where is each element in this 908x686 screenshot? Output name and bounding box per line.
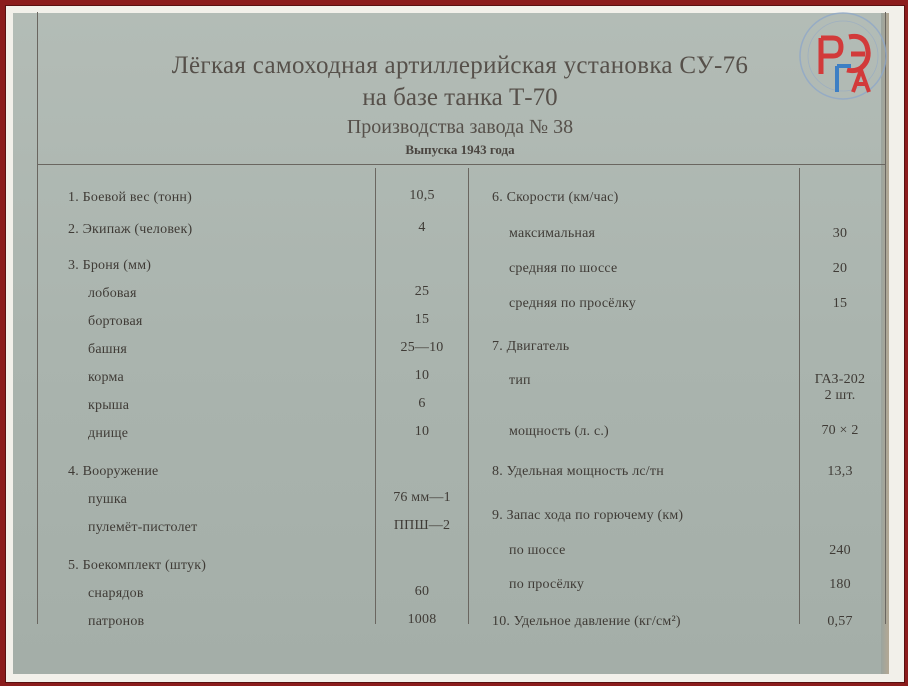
spec-value-gun: 76 мм—1 xyxy=(393,490,451,505)
spec-value-engine-type: ГАЗ-202 xyxy=(814,372,866,387)
spec-label-ground-pressure: 10. Удельное давление (кг/см²) xyxy=(492,614,681,629)
spec-value-crew: 4 xyxy=(418,220,426,235)
spec-value-engine-power: 70 × 2 xyxy=(821,423,859,438)
spec-value-shells: 60 xyxy=(414,584,430,599)
spec-label-engine-type: тип xyxy=(509,373,531,388)
spec-value-armor-turret: 25—10 xyxy=(400,340,444,355)
spec-label-engine: 7. Двигатель xyxy=(492,339,570,354)
header-divider xyxy=(37,164,886,165)
spec-label-combat-weight: 1. Боевой вес (тонн) xyxy=(68,190,192,205)
spec-value-armor-front: 25 xyxy=(414,284,430,299)
spec-label-shells: снарядов xyxy=(88,586,144,601)
spec-value-engine-count: 2 шт. xyxy=(824,388,856,403)
spec-value-armor-roof: 6 xyxy=(418,396,426,411)
spec-value-specific-power: 13,3 xyxy=(827,464,853,479)
column-divider-2 xyxy=(468,168,469,624)
spec-value-ground-pressure: 0,57 xyxy=(827,614,853,629)
spec-label-armor-roof: крыша xyxy=(88,398,130,413)
spec-value-cartridges: 1008 xyxy=(407,612,437,627)
spec-label-cartridges: патронов xyxy=(88,614,145,629)
spec-label-speed-max: максимальная xyxy=(509,226,596,241)
year-line: Выпуска 1943 года xyxy=(405,142,515,157)
spec-label-armor-rear: корма xyxy=(88,370,124,385)
spec-label-armor-front: лобовая xyxy=(88,286,137,301)
spec-label-speed-highway: средняя по шоссе xyxy=(509,261,618,276)
spec-value-armor-rear: 10 xyxy=(414,368,430,383)
spec-value-armor-side: 15 xyxy=(414,312,430,327)
spec-label-range-highway: по шоссе xyxy=(509,543,566,558)
spec-value-range-offroad: 180 xyxy=(829,577,851,592)
spec-label-engine-power: мощность (л. с.) xyxy=(509,424,609,439)
spec-label-armor-side: бортовая xyxy=(88,314,143,329)
spec-value-range-highway: 240 xyxy=(829,543,851,558)
title-line-1: Лёгкая самоходная артиллерийская установка СУ-76 xyxy=(171,52,749,79)
spec-value-speed-highway: 20 xyxy=(832,261,848,276)
title-line-2: на базе танка Т-70 xyxy=(362,84,558,111)
spec-label-armor-bottom: днище xyxy=(88,426,129,441)
spec-value-speed-offroad: 15 xyxy=(832,296,848,311)
spec-label-range: 9. Запас хода по горючему (км) xyxy=(492,508,684,523)
spec-value-combat-weight: 10,5 xyxy=(409,188,435,203)
spec-label-speed-offroad: средняя по просёлку xyxy=(509,296,636,311)
spec-value-smg: ППШ—2 xyxy=(393,518,451,533)
spec-label-ammo: 5. Боекомплект (штук) xyxy=(68,558,207,573)
spec-label-specific-power: 8. Удельная мощность лс/тн xyxy=(492,464,664,479)
spec-label-speeds: 6. Скорости (км/час) xyxy=(492,190,619,205)
spec-label-smg: пулемёт-пистолет xyxy=(88,520,198,535)
spec-label-gun: пушка xyxy=(88,492,128,507)
spec-label-range-offroad: по просёлку xyxy=(509,577,585,592)
spec-label-crew: 2. Экипаж (человек) xyxy=(68,222,193,237)
spec-value-armor-bottom: 10 xyxy=(414,424,430,439)
spec-label-armament: 4. Вооружение xyxy=(68,464,159,479)
subtitle: Производства завода № 38 xyxy=(346,116,574,138)
rega-stamp-logo-icon xyxy=(797,10,889,102)
spec-value-speed-max: 30 xyxy=(832,226,848,241)
spec-label-armor-turret: башня xyxy=(88,342,128,357)
spec-label-armor: 3. Броня (мм) xyxy=(68,258,152,273)
